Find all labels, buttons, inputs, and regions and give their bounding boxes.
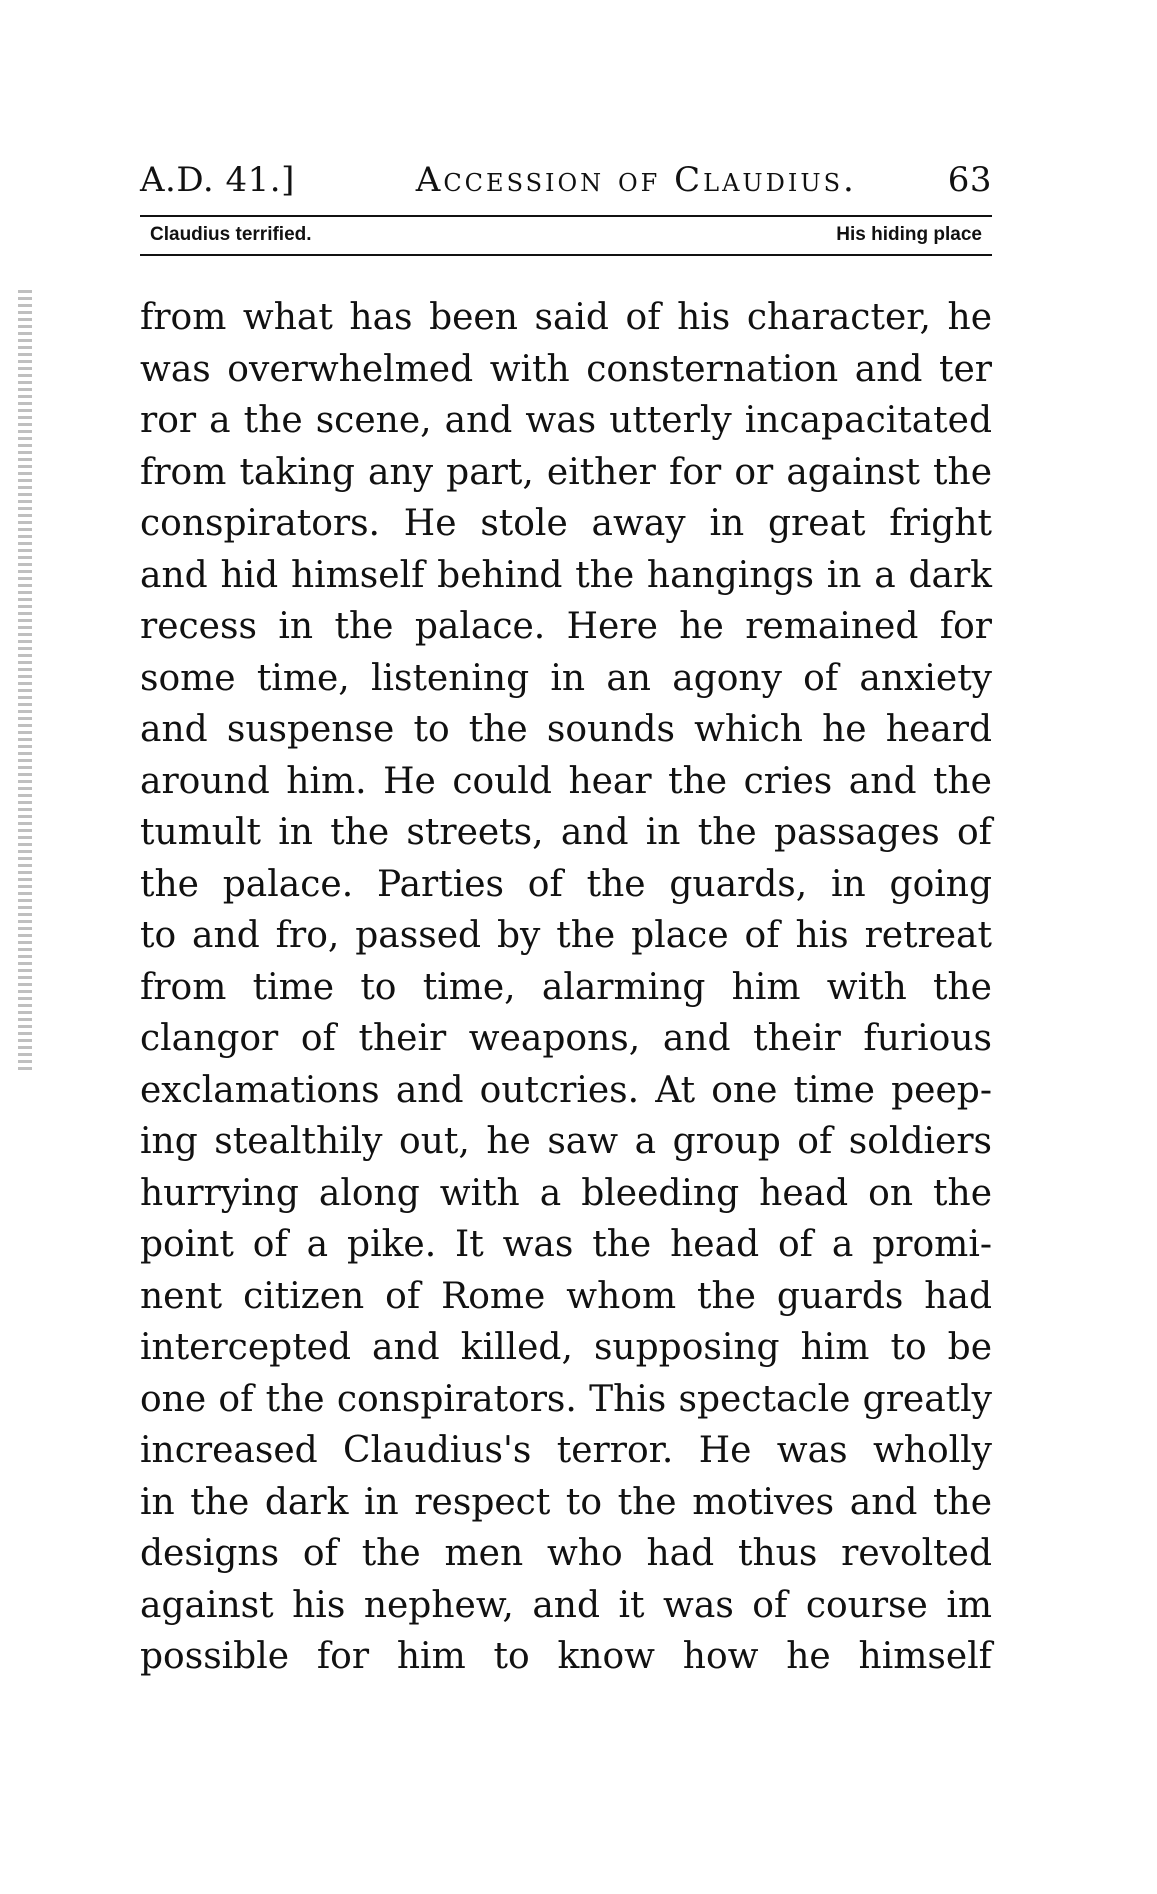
text-line: tumult in the streets, and in the passages of xyxy=(140,812,992,853)
body-text xyxy=(140,292,992,1683)
text-line: possible for him to know how he himself xyxy=(140,1636,992,1677)
text-line: around him. He could hear the cries and the xyxy=(140,760,992,802)
text-line: from taking any part, either for or against the xyxy=(140,451,992,493)
text-line: designs of the men who had thus revolted xyxy=(140,1533,992,1574)
text-line: one of the conspirators. This spectacle greatly xyxy=(140,1378,992,1420)
text-line: from time to time, alarming him with the xyxy=(140,966,992,1008)
sidenote-right: His hiding place xyxy=(836,224,982,245)
text-line: some time, listening in an agony of anxiety xyxy=(140,657,992,699)
sidenote-left: Claudius terrified. xyxy=(150,224,312,245)
header-date: A.D. 41.] xyxy=(140,160,295,200)
text-line: in the dark in respect to the motives and the xyxy=(140,1481,992,1523)
page-number: 63 xyxy=(947,160,992,200)
text-line: clangor of their weapons, and their furious xyxy=(140,1018,992,1059)
header-rule xyxy=(140,215,992,217)
sidenote-rule xyxy=(140,254,992,256)
running-title: Accession of Claudius. xyxy=(415,160,857,200)
text-line: exclamations and outcries. At one time peep- xyxy=(140,1069,992,1111)
text-line: and suspense to the sounds which he heard xyxy=(140,709,992,750)
text-line: against his nephew, and it was of course im xyxy=(140,1584,992,1626)
text-line: ing stealthily out, he saw a group of soldiers xyxy=(140,1121,992,1162)
text-line: point of a pike. It was the head of a promi- xyxy=(140,1224,992,1265)
text-line: from what has been said of his character, he xyxy=(140,297,992,338)
text-line: conspirators. He stole away in great fright xyxy=(140,503,992,544)
text-line: the palace. Parties of the guards, in going xyxy=(140,863,992,905)
text-line: and hid himself behind the hangings in a dark xyxy=(140,554,992,596)
text-line: intercepted and killed, supposing him to be xyxy=(140,1327,992,1368)
text-line: was overwhelmed with consternation and ter xyxy=(140,348,992,390)
binding-edge-shadow xyxy=(18,290,32,1070)
page-header xyxy=(140,160,992,204)
text-line: hurrying along with a bleeding head on the xyxy=(140,1172,992,1214)
text-line: increased Claudius's terror. He was wholly xyxy=(140,1430,992,1471)
text-line: recess in the palace. Here he remained for xyxy=(140,606,992,647)
sidenotes-bar xyxy=(150,224,982,246)
text-line: ror a the scene, and was utterly incapacitated xyxy=(140,400,992,441)
text-line: nent citizen of Rome whom the guards had xyxy=(140,1275,992,1317)
text-line: to and fro, passed by the place of his retreat xyxy=(140,915,992,956)
